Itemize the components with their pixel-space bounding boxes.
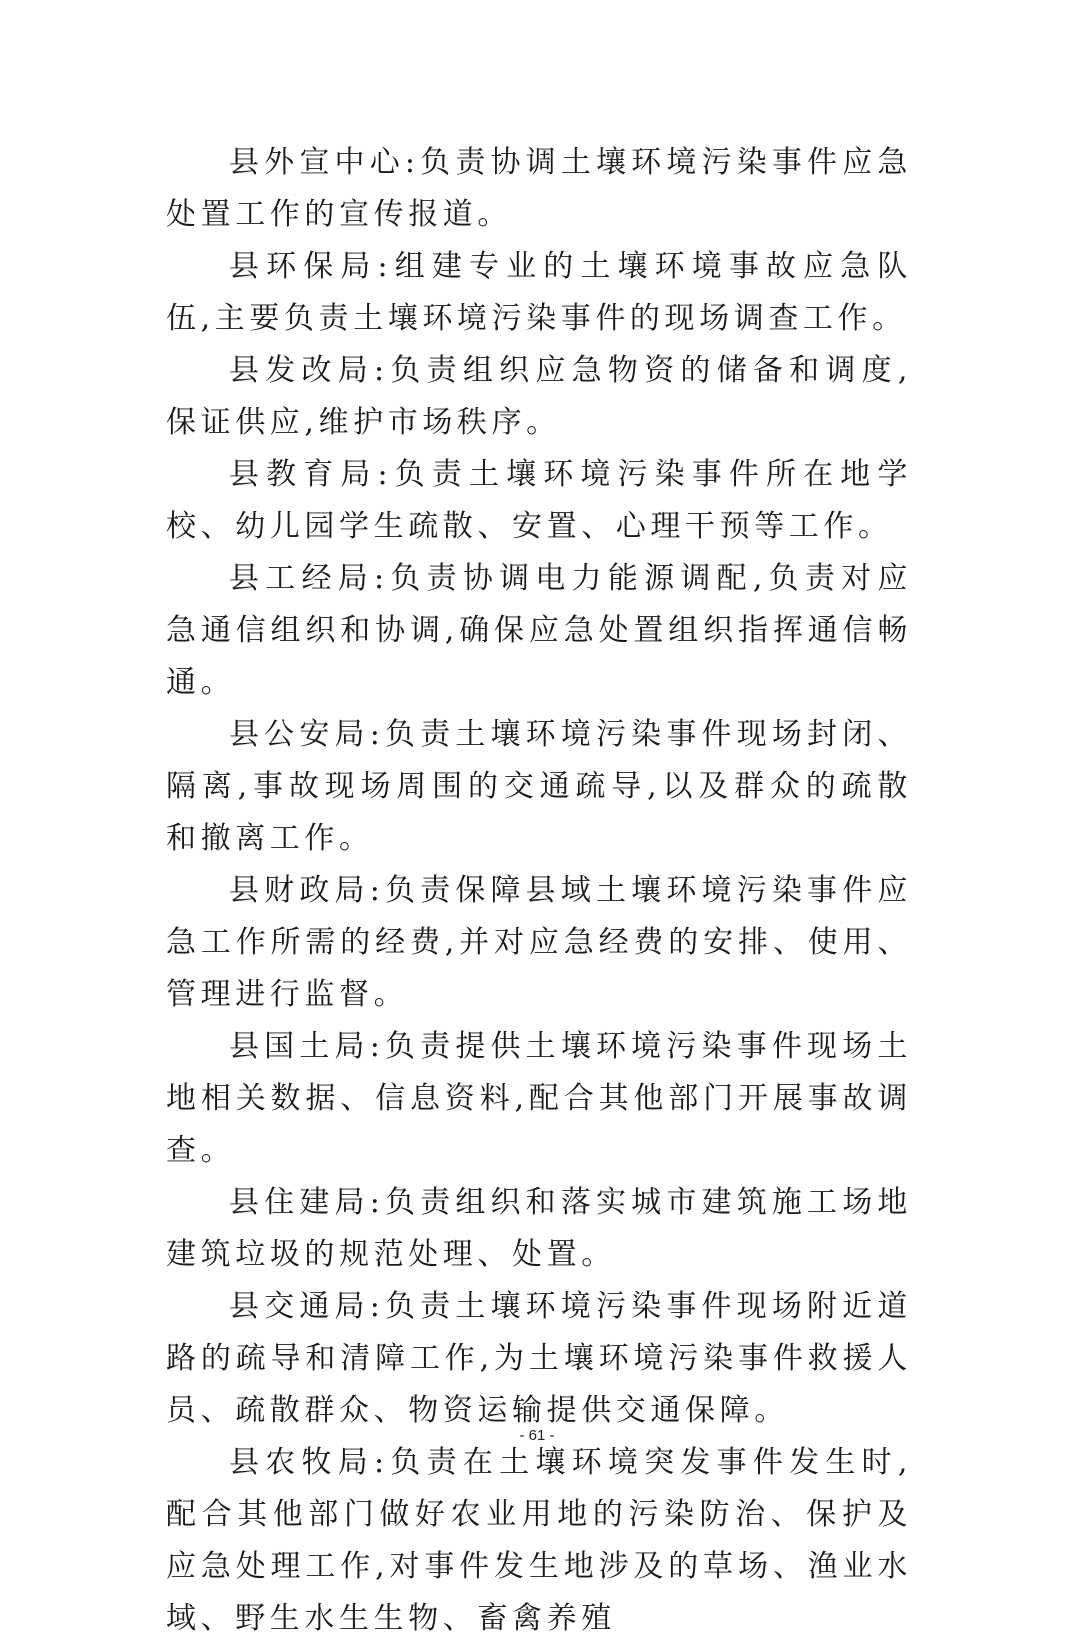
paragraph-finance-bureau: 县财政局:负责保障县域土壤环境污染事件应急工作所需的经费,并对应急经费的安排、使用、管理进行监督。 bbox=[166, 873, 912, 1012]
paragraph-development-reform-bureau: 县发改局:负责组织应急物资的储备和调度,保证供应,维护市场秩序。 bbox=[166, 353, 912, 440]
paragraph-transportation-bureau: 县交通局:负责土壤环境污染事件现场附近道路的疏导和清障工作,为土壤环境污染事件救援人员、疏散群众、物资运输提供交通保障。 bbox=[166, 1289, 912, 1428]
document-body bbox=[166, 137, 912, 1645]
paragraph-environmental-bureau: 县环保局:组建专业的土壤环境事故应急队伍,主要负责土壤环境污染事件的现场调查工作。 bbox=[166, 249, 912, 336]
page-number: - 61 - bbox=[519, 1427, 555, 1444]
paragraph-housing-construction-bureau: 县住建局:负责组织和落实城市建筑施工场地建筑垃圾的规范处理、处置。 bbox=[166, 1185, 912, 1272]
paragraph-propaganda-center: 县外宣中心:负责协调土壤环境污染事件应急处置工作的宣传报道。 bbox=[166, 145, 912, 232]
paragraph-industry-economy-bureau: 县工经局:负责协调电力能源调配,负责对应急通信组织和协调,确保应急处置组织指挥通信畅通。 bbox=[166, 561, 912, 700]
paragraph-public-security-bureau: 县公安局:负责土壤环境污染事件现场封闭、隔离,事故现场周围的交通疏导,以及群众的疏散和撤离工作。 bbox=[166, 717, 912, 856]
paragraph-agriculture-animal-husbandry-bureau: 县农牧局:负责在土壤环境突发事件发生时,配合其他部门做好农业用地的污染防治、保护及应急处理工作,对事件发生地涉及的草场、渔业水域、野生水生生物、畜禽养殖 bbox=[166, 1445, 912, 1636]
paragraph-land-resources-bureau: 县国土局:负责提供土壤环境污染事件现场土地相关数据、信息资料,配合其他部门开展事故调查。 bbox=[166, 1029, 912, 1168]
paragraph-education-bureau: 县教育局:负责土壤环境污染事件所在地学校、幼儿园学生疏散、安置、心理干预等工作。 bbox=[166, 457, 912, 544]
